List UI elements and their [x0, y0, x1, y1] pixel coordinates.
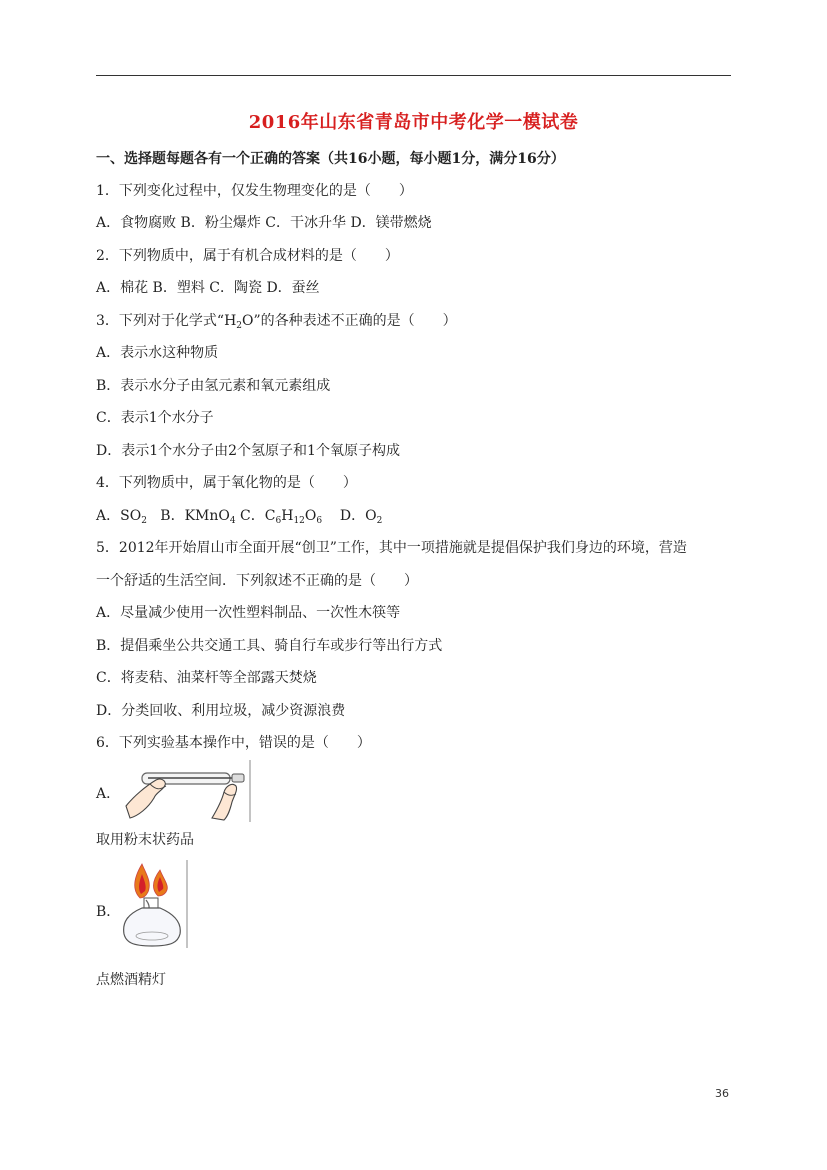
- q5-option-a: A．尽量减少使用一次性塑料制品、一次性木筷等: [96, 605, 401, 621]
- alcohol-lamp-figure: [118, 860, 190, 950]
- q6-option-b-caption: 点燃酒精灯: [96, 972, 166, 988]
- q2-options: A．棉花 B．塑料 C．陶瓷 D．蚕丝: [96, 280, 320, 296]
- powder-test-tube-figure: [120, 760, 252, 822]
- q5-option-b: B．提倡乘坐公共交通工具、骑自行车或步行等出行方式: [96, 638, 443, 654]
- q6-option-a-label: A．: [96, 786, 121, 802]
- q3-option-b: B．表示水分子由氢元素和氧元素组成: [96, 378, 331, 394]
- q5-stem-line1: 5．2012年开始眉山市全面开展“创卫”工作，其中一项措施就是提倡保护我们身边的环境，营造: [96, 540, 687, 556]
- q1-stem: 1．下列变化过程中，仅发生物理变化的是（ ）: [96, 183, 413, 199]
- q4-options: A．$SO_2$ B．KMnO$_4$ C．$C_6H_{12}O_6$ D．$O_2$: [96, 508, 383, 526]
- q1-options: A．食物腐败 B．粉尘爆炸 C．干冰升华 D．镁带燃烧: [96, 215, 432, 231]
- q3-option-c: C．表示1个水分子: [96, 410, 214, 426]
- q6-option-b-label: B．: [96, 904, 121, 920]
- q6-option-a-caption: 取用粉末状药品: [96, 832, 194, 848]
- page-title: 2016年山东省青岛市中考化学一模试卷: [248, 112, 579, 133]
- q3-option-d: D．表示1个水分子由2个氢原子和1个氧原子构成: [96, 443, 400, 459]
- q4-stem: 4．下列物质中，属于氧化物的是（ ）: [96, 475, 357, 491]
- q5-stem-line2: 一个舒适的生活空间．下列叙述不正确的是（ ）: [96, 573, 418, 589]
- q3-option-a: A．表示水这种物质: [96, 345, 219, 361]
- page-number: 36: [715, 1087, 729, 1100]
- q5-option-c: C．将麦秸、油菜杆等全部露天焚烧: [96, 670, 317, 686]
- q3-stem: 3．下列对于化学式“$H_2O$”的各种表述不正确的是（ ）: [96, 313, 457, 331]
- q6-stem: 6．下列实验基本操作中，错误的是（ ）: [96, 735, 371, 751]
- q5-option-d: D．分类回收、利用垃圾，减少资源浪费: [96, 703, 346, 719]
- q2-stem: 2．下列物质中，属于有机合成材料的是（ ）: [96, 248, 399, 264]
- header-rule: [96, 75, 731, 76]
- section-heading: 一、选择题每题各有一个正确的答案（共16小题，每小题1分，满分16分）: [96, 151, 565, 167]
